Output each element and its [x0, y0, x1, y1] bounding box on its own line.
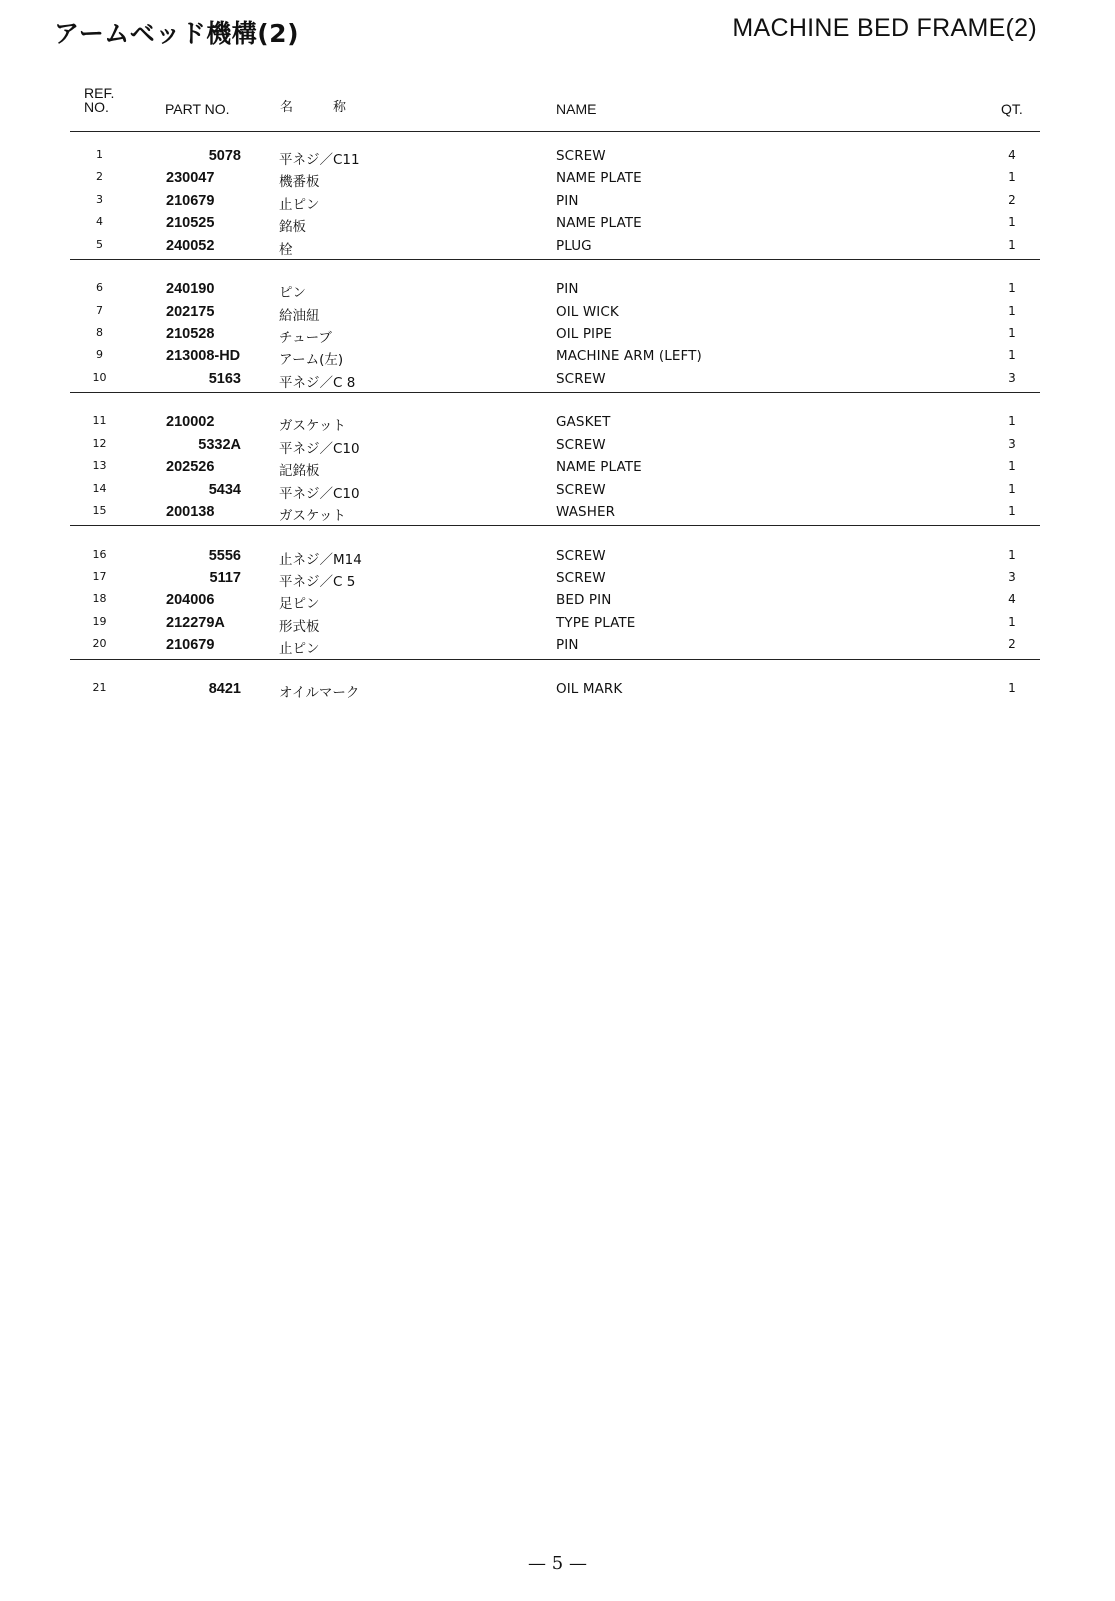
quantity: 1 [1008, 326, 1016, 340]
part-number: 202526 [166, 459, 215, 476]
japanese-name: 平ネジ／C11 [279, 152, 360, 168]
part-name: OIL MARK [556, 680, 623, 697]
quantity: 1 [1008, 237, 1016, 252]
quantity: 1 [1008, 281, 1016, 296]
part-number: 210679 [166, 192, 215, 209]
ref-number: 13 [92, 459, 107, 473]
quantity: 1 [1008, 170, 1016, 185]
part-name: MACHINE ARM (LEFT) [556, 348, 702, 365]
part-number: 5163 [208, 370, 241, 387]
table-row [0, 501, 1115, 523]
part-name: OIL PIPE [556, 326, 613, 342]
table-row [0, 190, 1115, 212]
ref-number: 19 [92, 614, 107, 628]
part-name: NAME PLATE [556, 459, 642, 476]
part-name: SCREW [556, 570, 606, 586]
ref-number: 18 [92, 592, 107, 606]
part-name: PIN [556, 192, 579, 209]
table-row [0, 612, 1115, 634]
japanese-name: 機番板 [279, 174, 320, 191]
table-row [0, 634, 1115, 656]
part-name: NAME PLATE [556, 215, 642, 232]
japanese-name: ピン [279, 285, 306, 302]
header-divider [70, 131, 1040, 132]
table-row [0, 678, 1115, 700]
part-name: PIN [556, 281, 579, 298]
table-row [0, 167, 1115, 189]
part-number: 202175 [166, 303, 215, 320]
japanese-name: アーム(左) [279, 352, 344, 369]
ref-number: 1 [96, 148, 103, 161]
part-number: 204006 [166, 592, 215, 609]
japanese-name: 平ネジ／C 8 [279, 374, 356, 391]
part-number: 210525 [166, 215, 215, 232]
japanese-name: 足ピン [279, 596, 320, 613]
header-name: NAME [556, 101, 597, 117]
table-row [0, 434, 1115, 456]
part-number: 210528 [166, 326, 215, 342]
quantity: 1 [1008, 348, 1016, 363]
ref-number: 15 [92, 504, 107, 517]
table-row [0, 212, 1115, 234]
header-japanese-name-a: 名 [280, 100, 294, 115]
part-name: SCREW [556, 481, 606, 498]
part-name: SCREW [556, 148, 606, 164]
ref-number: 5 [96, 237, 103, 251]
header-ref: REF. [84, 85, 115, 101]
part-number: 5117 [209, 570, 241, 586]
table-row [0, 278, 1115, 300]
japanese-name: 止ピン [279, 641, 320, 658]
table-row [0, 323, 1115, 345]
japanese-name: 止ピン [279, 196, 320, 213]
part-name: PLUG [556, 237, 592, 254]
ref-number: 10 [92, 370, 107, 384]
quantity: 1 [1008, 303, 1016, 318]
page-title-english: MACHINE BED FRAME(2) [732, 14, 1037, 42]
quantity: 1 [1008, 481, 1016, 496]
part-number: 212279A [166, 614, 225, 631]
quantity: 2 [1008, 637, 1016, 652]
part-number: 210679 [166, 637, 215, 654]
quantity: 1 [1008, 414, 1016, 429]
group-divider [70, 259, 1040, 260]
table-row [0, 456, 1115, 478]
japanese-name: 記銘板 [279, 463, 320, 480]
japanese-name: 給油紐 [279, 307, 320, 324]
part-number: 210002 [166, 414, 215, 431]
part-number: 5434 [208, 481, 241, 498]
ref-number: 3 [96, 192, 103, 206]
table-row [0, 589, 1115, 611]
table-row [0, 545, 1115, 567]
quantity: 4 [1008, 592, 1016, 607]
part-number: 230047 [166, 170, 215, 187]
page-title-japanese: アームベッド機構(2) [54, 19, 299, 48]
quantity: 3 [1008, 370, 1016, 385]
group-divider [70, 659, 1040, 660]
part-number: 213008-HD [166, 348, 241, 365]
part-name: WASHER [556, 504, 616, 520]
ref-number: 20 [92, 637, 107, 651]
part-number: 200138 [166, 504, 215, 520]
header-part-no: PART NO. [165, 101, 230, 117]
table-row [0, 345, 1115, 367]
table-row [0, 479, 1115, 501]
header-ref-no [84, 86, 114, 114]
page-number: — 5 — [528, 1553, 587, 1574]
japanese-name: 止ネジ／M14 [279, 551, 362, 568]
ref-number: 8 [96, 326, 103, 339]
table-row [0, 411, 1115, 433]
table-row [0, 145, 1115, 167]
japanese-name: 平ネジ／C10 [279, 440, 360, 457]
quantity: 1 [1008, 215, 1016, 230]
part-name: GASKET [556, 414, 611, 431]
japanese-name: 銘板 [279, 219, 306, 236]
japanese-name: オイルマーク [279, 684, 360, 701]
part-number: 240190 [166, 281, 215, 298]
part-name: SCREW [556, 547, 606, 564]
japanese-name: 平ネジ／C 5 [279, 574, 356, 590]
quantity: 3 [1008, 436, 1016, 451]
ref-number: 14 [92, 481, 107, 495]
part-name: NAME PLATE [556, 170, 642, 187]
quantity: 3 [1008, 570, 1016, 584]
ref-number: 4 [96, 215, 103, 229]
group-divider [70, 525, 1040, 526]
quantity: 1 [1008, 459, 1016, 474]
part-number: 240052 [166, 237, 215, 254]
quantity: 1 [1008, 680, 1016, 695]
part-number: 5078 [208, 148, 241, 164]
header-japanese-name [280, 101, 346, 115]
ref-number: 21 [92, 680, 107, 694]
table-row [0, 368, 1115, 390]
table-row [0, 567, 1115, 589]
header-qt: QT. [1001, 101, 1023, 117]
table-row [0, 235, 1115, 257]
quantity: 1 [1008, 547, 1016, 562]
ref-number: 6 [96, 281, 103, 295]
table-row [0, 301, 1115, 323]
quantity: 2 [1008, 192, 1016, 207]
part-number: 5332A [198, 436, 241, 453]
quantity: 4 [1008, 148, 1016, 162]
ref-number: 12 [92, 436, 107, 450]
header-japanese-name-b: 称 [333, 100, 347, 115]
part-name: SCREW [556, 370, 606, 387]
japanese-name: 平ネジ／C10 [279, 485, 360, 502]
part-number: 5556 [208, 547, 241, 564]
japanese-name: チューブ [279, 330, 332, 346]
quantity: 1 [1008, 614, 1016, 629]
ref-number: 17 [92, 570, 107, 583]
ref-number: 16 [92, 547, 107, 561]
part-name: TYPE PLATE [556, 614, 636, 631]
japanese-name: 栓 [279, 241, 293, 258]
ref-number: 9 [96, 348, 103, 362]
ref-number: 2 [96, 170, 103, 184]
japanese-name: ガスケット [279, 508, 346, 524]
part-name: SCREW [556, 436, 606, 453]
part-number: 8421 [208, 680, 241, 697]
part-name: PIN [556, 637, 579, 654]
ref-number: 11 [92, 414, 107, 428]
header-no: NO. [84, 99, 109, 115]
group-divider [70, 392, 1040, 393]
part-name: BED PIN [556, 592, 612, 609]
ref-number: 7 [96, 303, 103, 317]
quantity: 1 [1008, 504, 1016, 518]
japanese-name: 形式板 [279, 618, 320, 635]
part-name: OIL WICK [556, 303, 619, 320]
japanese-name: ガスケット [279, 418, 346, 435]
